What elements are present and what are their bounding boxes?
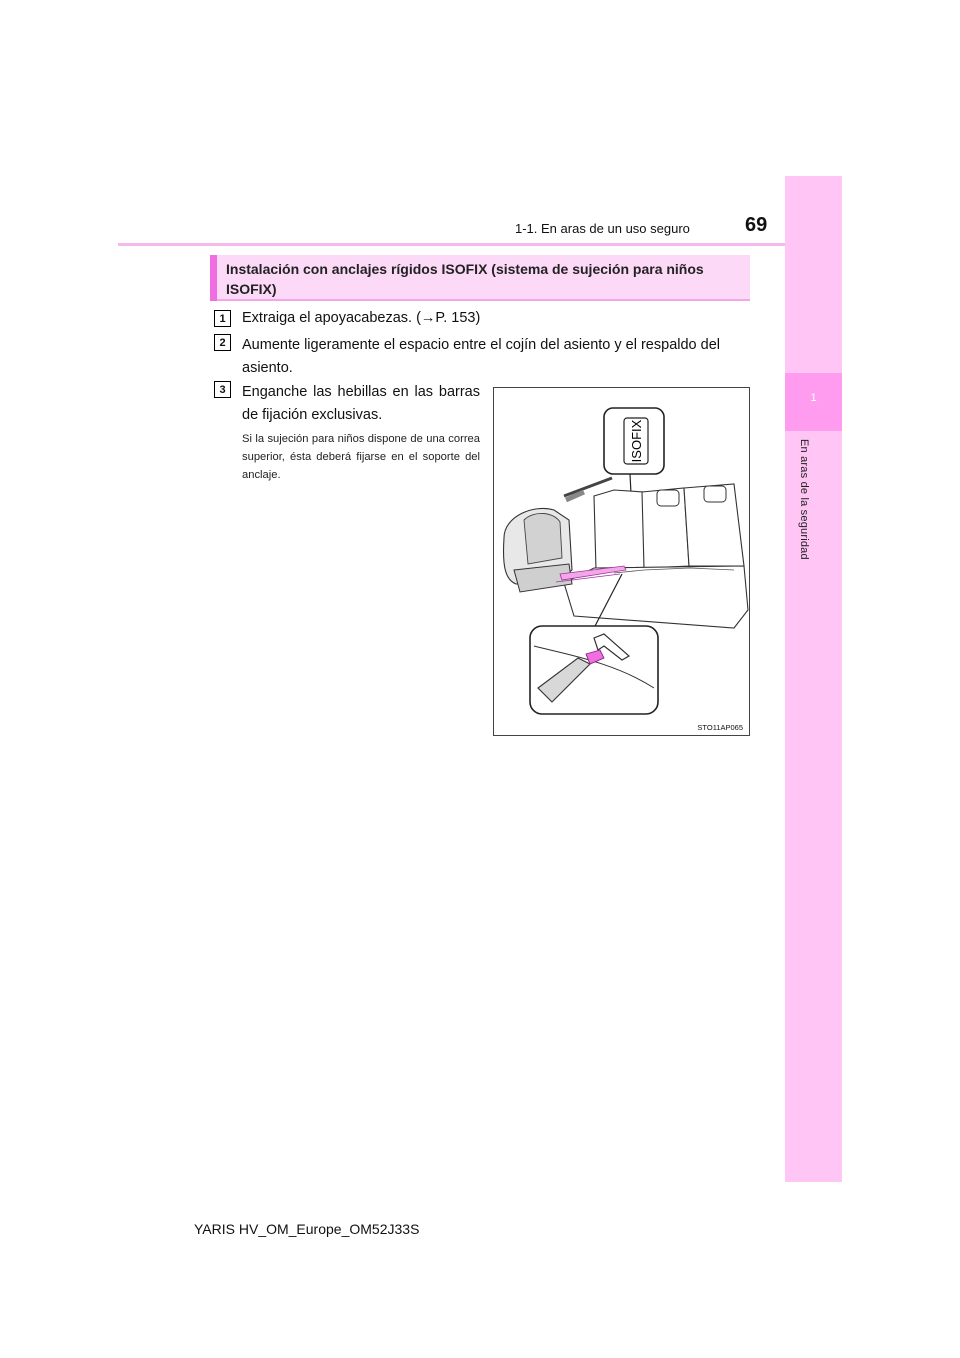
headrest-right [704, 486, 726, 502]
figure-code: STO11AP065 [697, 723, 743, 732]
chapter-title: En aras de la seguridad [798, 439, 810, 560]
step-text-1: Extraiga el apoyacabezas. (→P. 153) [242, 310, 481, 326]
page-number: 69 [745, 214, 768, 236]
chapter-number: 1 [810, 392, 817, 404]
isofix-tag-label: ISOFIX [629, 419, 644, 463]
step-number-1: 1 [214, 310, 231, 327]
step-note-3: Si la sujeción para niños dispone de una correa superior, ésta deberá fijarse en el soporte del anclaje. [242, 433, 480, 481]
step-text-2: Aumente ligeramente el espacio entre el cojín del asiento y el respaldo del asiento. [242, 337, 720, 376]
footer-doc-id: YARIS HV_OM_Europe_OM52J33S [194, 1221, 420, 1237]
step-number-3: 3 [214, 381, 231, 398]
section-reference: 1-1. En aras de un uso seguro [515, 221, 690, 236]
isofix-illustration [493, 387, 750, 736]
headrest-middle [657, 490, 679, 506]
isofix-drawing [494, 388, 749, 735]
seat-back-left [594, 490, 644, 570]
side-tab [785, 176, 842, 1182]
section-heading: Instalación con anclajes rígidos ISOFIX (sistema de sujeción para niños ISOFIX) [226, 261, 704, 297]
heading-accent-bar [210, 255, 217, 301]
step-text-3: Enganche las hebillas en las barras de fijación exclusivas. [242, 384, 480, 423]
section-heading-box [210, 255, 750, 301]
step-number-2: 2 [214, 334, 231, 351]
header-rule [118, 243, 841, 246]
